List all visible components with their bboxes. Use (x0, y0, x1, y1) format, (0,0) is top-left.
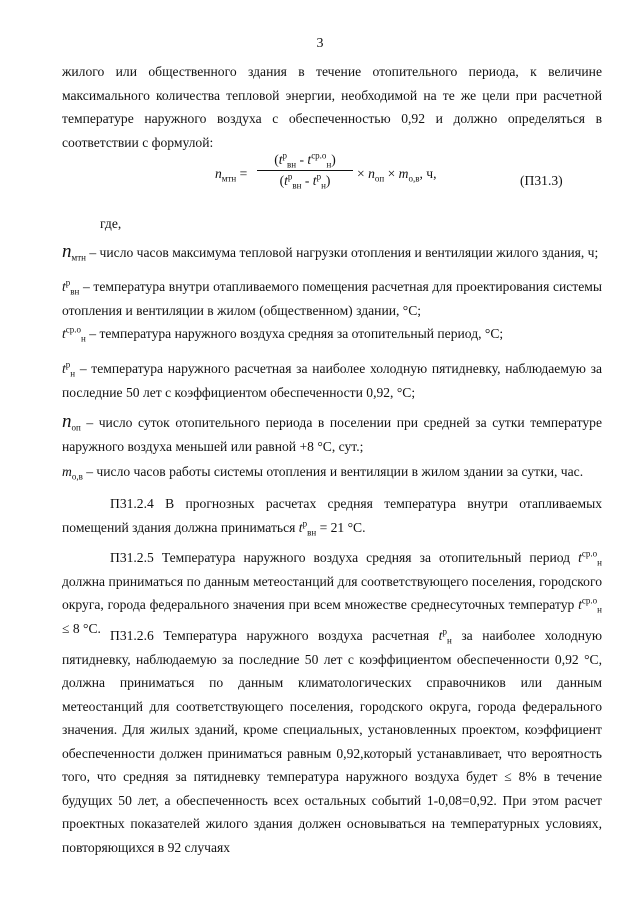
intro-paragraph: жилого или общественного здания в течение отопительного периода, к величине максимального количества тепловой энергии, необходимой на те же цели при расчетной температуре наружного воздуха с обеспеченностью 0,92 и должно определяться в соответствии с формулой: (62, 64, 602, 150)
definition-t-n-design: $t^р_н$ – температура наружного расчетная за наиболее холодную пятидневку, наблюдаемую за последние 50 лет с коэффициентом обеспеченности 0,92, °С; (62, 359, 602, 400)
formula-lhs: $n_{мтн}$ = (215, 166, 248, 184)
formula-numerator: $(t^р_{вн} - t^{ср.о}_н)$ (257, 152, 353, 171)
definition-t-vn: $t^р_{вн}$ – температура внутри отапливаемого помещения расчетная для проектирования системы отопления и вентиляции в жилом (общественном) здании, °С; (62, 277, 602, 318)
where-label: где, (100, 216, 122, 231)
paragraph-p31-2-6: П31.2.6 Температура наружного воздуха расчетная $t^р_н$ за наиболее холодную пятидневку, наблюдаемую за последние 50 лет с коэффициентом обеспеченности 0,92 °С, должна приниматься по данным климатологических справочников или данным метеостанций для соответствующего поселения, городского округа, города федерального значения. Для жилых зданий, кроме специальных, установленных проектом, коэффициент обеспеченности должен приниматься равным 0,92,который устанавливает, что вероятность того, что средняя за пятидневку температура наружного воздуха будет ≤ 8% в течение будущих 50 лет, а обеспеченность всех остальных событий 1-0,08=0,92. При этом расчет проектных показателей жилого здания должен основываться на температурных условиях, повторяющихся в 92 случаях (62, 626, 602, 855)
definition-t-n-avg: $t^{ср.о}_н$ – температура наружного воздуха средняя за отопительный период, °С; (62, 324, 504, 344)
formula-fraction (257, 152, 353, 189)
page-number: 3 (316, 36, 324, 51)
formula-rhs: × $n_{оп} \times m_{о,в}$, ч, (357, 166, 437, 184)
paragraph-p31-2-4: П31.2.4 В прогнозных расчетах средняя температура внутри отапливаемых помещений здания должна приниматься $t^р_{вн} = 21$ °С. (62, 496, 602, 538)
definition-n-mtn: $n_{мтн}$ – число часов максимума тепловой нагрузки отопления и вентиляции жилого здания, ч; (62, 241, 599, 263)
definition-n-op: $n_{оп}$ – число суток отопительного периода в поселении при средней за сутки температуре наружного воздуха меньшей или равной +8 °С, сут.; (62, 411, 602, 454)
formula-denominator: $(t^р_{вн} - t^р_н)$ (279, 171, 331, 191)
paragraph-p31-2-5: П31.2.5 Температура наружного воздуха средняя за отопительный период $t^{ср.о}_н$ должна приниматься по данным метеостанций для соответствующего поселения, городского округа, города федерального значения при всем множестве среднесуточных температур $t^{ср.о}_н \le 8$ °С. (62, 548, 602, 636)
definition-m-ov: $m_{о,в}$ – число часов работы системы отопления и вентиляции в жилом здании за сутки, час. (62, 464, 584, 482)
formula-p31-3 (215, 152, 555, 202)
formula-number: (П31.3) (520, 173, 563, 188)
